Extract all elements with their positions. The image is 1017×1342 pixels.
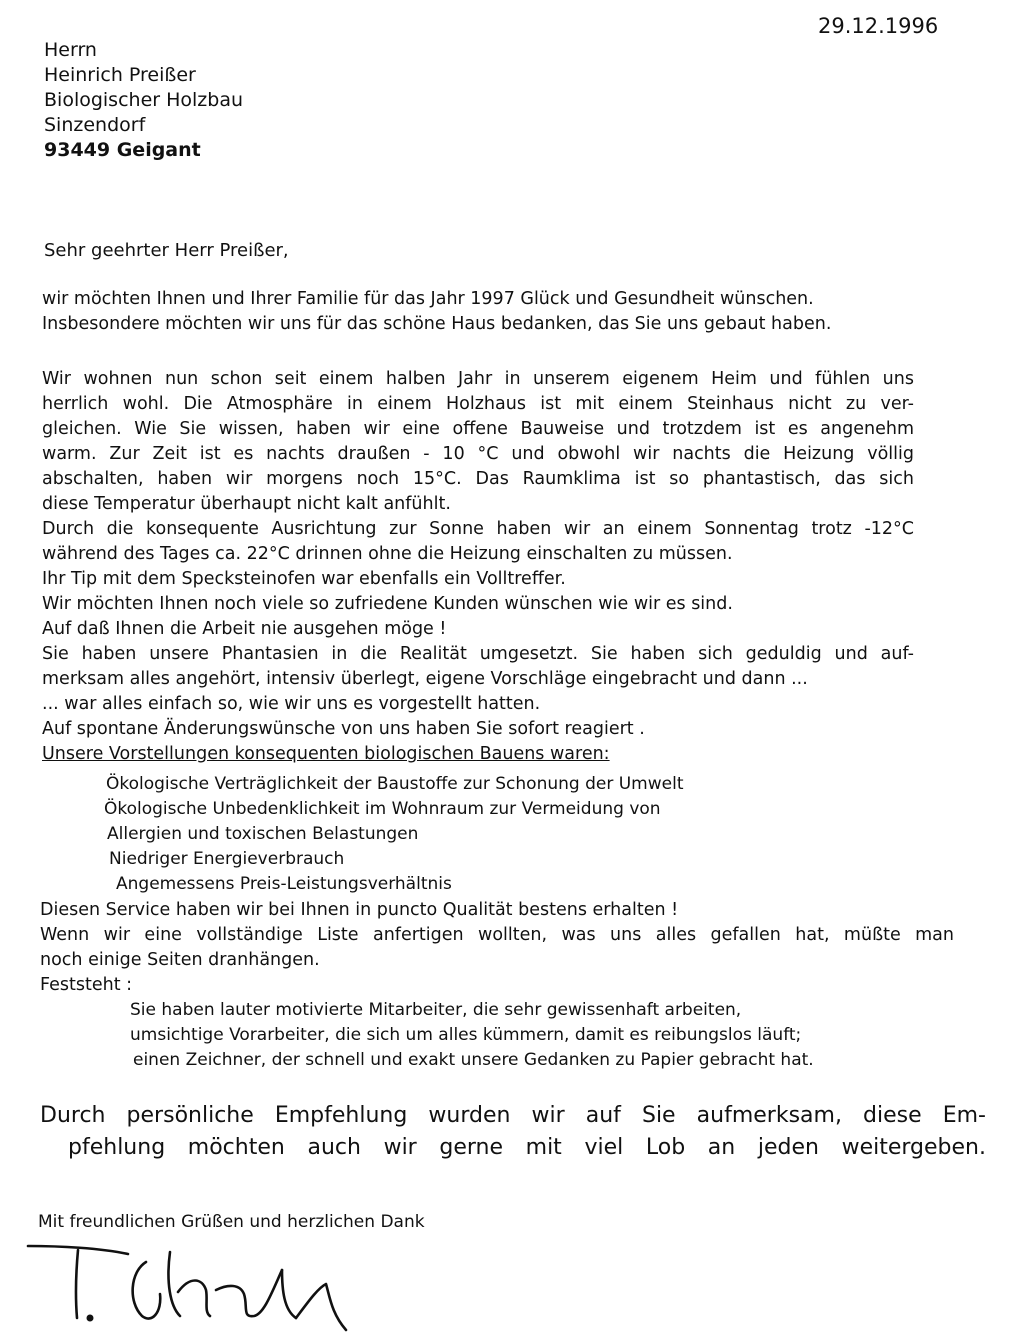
closing-statement bbox=[40, 1100, 986, 1164]
list-item: umsichtige Vorarbeiter, die sich um alles kümmern, damit es reibungslos läuft; bbox=[130, 1025, 802, 1045]
text-line: Feststeht : bbox=[40, 975, 133, 995]
text-line: ... war alles einfach so, wie wir uns es vorgestellt hatten. bbox=[42, 694, 541, 714]
letter-date: 29.12.1996 bbox=[818, 14, 939, 38]
text-line: Durch die konsequente Ausrichtung zur Sonne haben wir an einem Sonnentag trotz -12°C bbox=[42, 519, 914, 539]
list-item: einen Zeichner, der schnell und exakt unsere Gedanken zu Papier gebracht hat. bbox=[133, 1050, 814, 1070]
recipient-address bbox=[44, 38, 243, 163]
text-line: herrlich wohl. Die Atmosphäre in einem Holzhaus ist mit einem Steinhaus nicht zu ver- bbox=[42, 394, 914, 414]
text-line: Auf spontane Änderungswünsche von uns haben Sie sofort reagiert . bbox=[42, 719, 645, 739]
list-item: Allergien und toxischen Belastungen bbox=[107, 824, 419, 844]
text-line: abschalten, haben wir morgens noch 15°C. Das Raumklima ist so phantastisch, das sich bbox=[42, 469, 914, 489]
text-line: gleichen. Wie Sie wissen, haben wir eine offene Bauweise und trotzdem ist es angenehm bbox=[42, 419, 914, 439]
text-line: Sie haben unsere Phantasien in die Realität umgesetzt. Sie haben sich geduldig und auf- bbox=[42, 644, 914, 664]
text-line: Ihr Tip mit dem Specksteinofen war ebenfalls ein Volltreffer. bbox=[42, 569, 566, 589]
list-heading: Unsere Vorstellungen konsequenten biologischen Bauens waren: bbox=[42, 744, 610, 764]
recipient-line: Herrn bbox=[44, 39, 97, 61]
text-line: merksam alles angehört, intensiv überlegt, eigene Vorschläge eingebracht und dann ... bbox=[42, 669, 808, 689]
text-line: noch einige Seiten dranhängen. bbox=[40, 950, 320, 970]
recipient-line: 93449 Geigant bbox=[44, 139, 201, 161]
paragraph-greeting bbox=[42, 287, 831, 337]
handwritten-signature bbox=[20, 1232, 380, 1332]
text-line: diese Temperatur überhaupt nicht kalt anfühlt. bbox=[42, 494, 451, 514]
text-line: Diesen Service haben wir bei Ihnen in puncto Qualität bestens erhalten ! bbox=[40, 900, 679, 920]
text-line: pfehlung möchten auch wir gerne mit viel Lob an jeden weitergeben. bbox=[68, 1135, 986, 1160]
recipient-line: Sinzendorf bbox=[44, 114, 146, 136]
text-line: wir möchten Ihnen und Ihrer Familie für das Jahr 1997 Glück und Gesundheit wünschen. bbox=[42, 289, 814, 309]
list-item: Angemessens Preis-Leistungsverhältnis bbox=[116, 874, 452, 894]
text-line: Wir wohnen nun schon seit einem halben Jahr in unserem eigenem Heim und fühlen uns bbox=[42, 369, 914, 389]
text-line: während des Tages ca. 22°C drinnen ohne die Heizung einschalten zu müssen. bbox=[42, 544, 733, 564]
list-item: Ökologische Unbedenklichkeit im Wohnraum zur Vermeidung von bbox=[104, 799, 661, 819]
paragraph-main bbox=[42, 367, 914, 767]
requirements-list bbox=[104, 772, 684, 897]
list-item: Niedriger Energieverbrauch bbox=[109, 849, 345, 869]
text-line: Durch persönliche Empfehlung wurden wir auf Sie aufmerksam, diese Em- bbox=[40, 1103, 986, 1128]
list-item: Ökologische Verträglichkeit der Baustoffe zur Schonung der Umwelt bbox=[106, 774, 684, 794]
text-line: Wir möchten Ihnen noch viele so zufriedene Kunden wünschen wie wir es sind. bbox=[42, 594, 733, 614]
signoff: Mit freundlichen Grüßen und herzlichen Dank bbox=[38, 1212, 425, 1232]
recipient-line: Biologischer Holzbau bbox=[44, 89, 244, 111]
paragraph-summary bbox=[40, 898, 954, 998]
text-line: Auf daß Ihnen die Arbeit nie ausgehen möge ! bbox=[42, 619, 447, 639]
text-line: Insbesondere möchten wir uns für das schöne Haus bedanken, das Sie uns gebaut haben. bbox=[42, 314, 832, 334]
salutation: Sehr geehrter Herr Preißer, bbox=[44, 240, 289, 261]
facts-list bbox=[130, 998, 814, 1073]
list-item: Sie haben lauter motivierte Mitarbeiter, die sehr gewissenhaft arbeiten, bbox=[130, 1000, 742, 1020]
recipient-line: Heinrich Preißer bbox=[44, 64, 196, 86]
text-line: warm. Zur Zeit ist es nachts draußen - 10 °C und obwohl wir nachts die Heizung völlig bbox=[42, 444, 914, 464]
text-line: Wenn wir eine vollständige Liste anfertigen wollten, was uns alles gefallen hat, müßte man bbox=[40, 925, 954, 945]
